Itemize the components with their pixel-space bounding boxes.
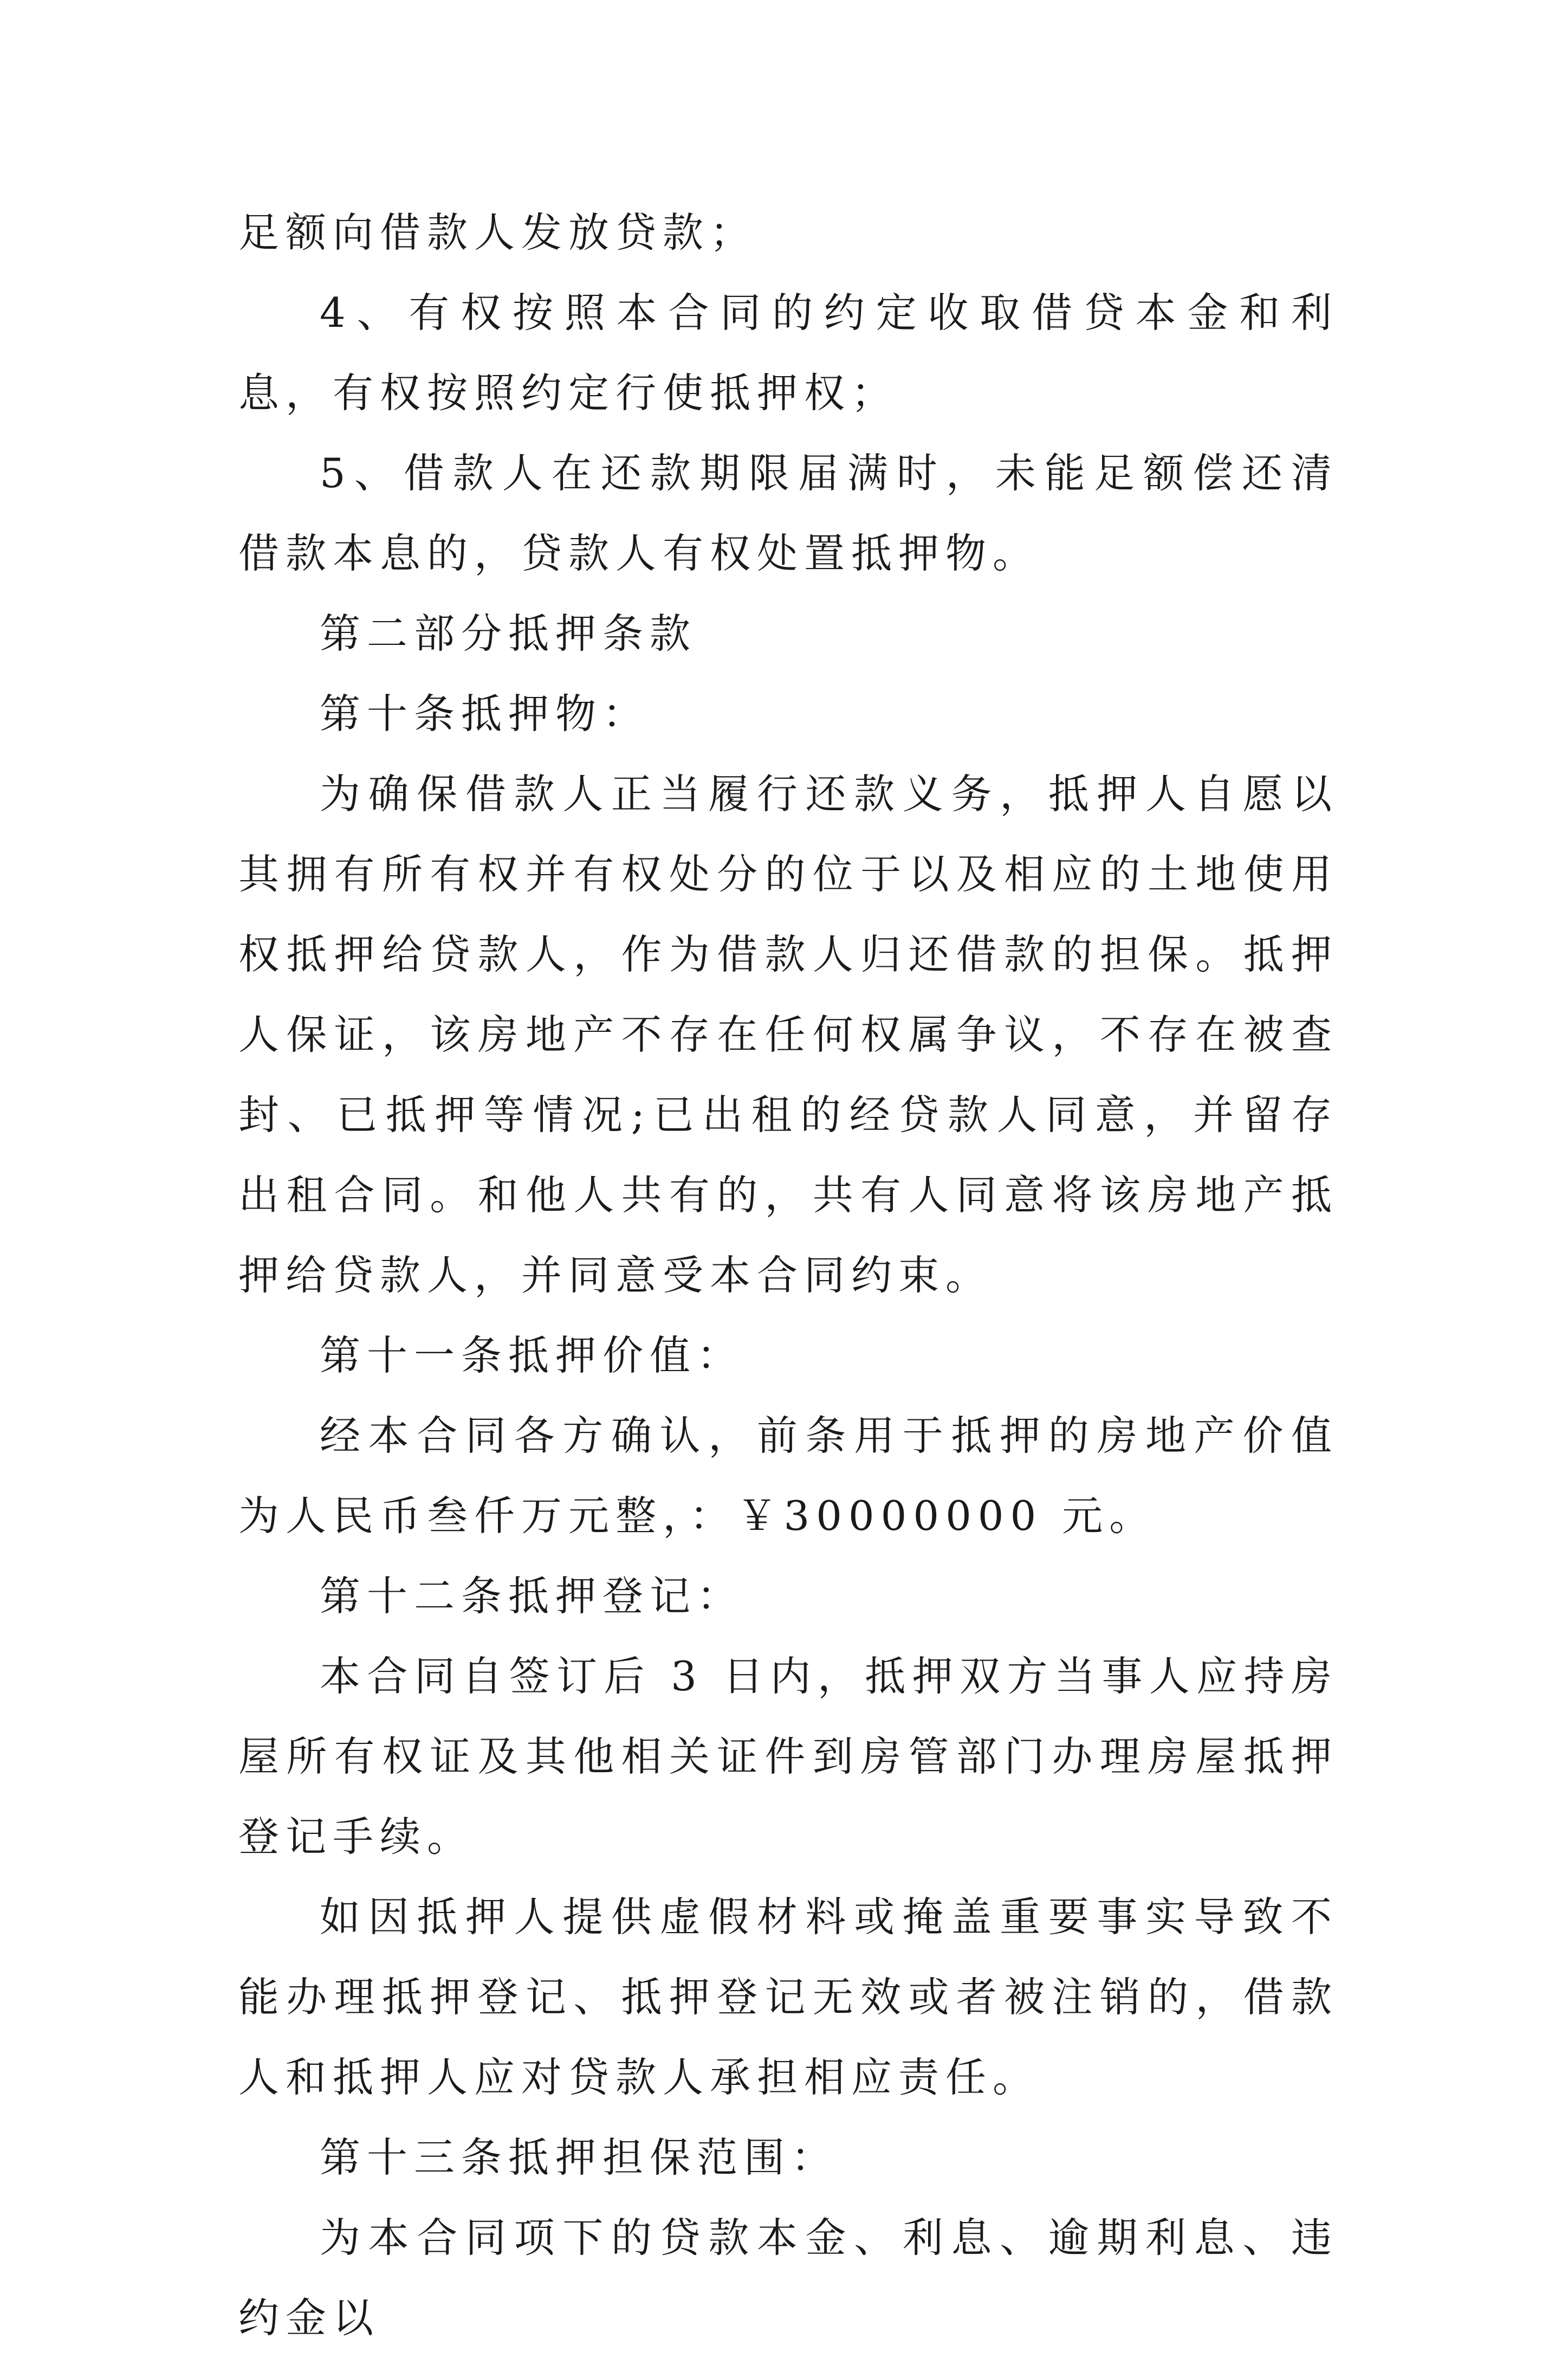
paragraph: 足额向借款人发放贷款； [238, 209, 757, 256]
paragraph: 如因抵押人提供虚假材料或掩盖重要事实导致不能办理抵押登记、抵押登记无效或者被注销的，借款人和抵押人应对贷款人承担相应责任。 [238, 1893, 1338, 2101]
clause-heading: 第十三条抵押担保范围： [320, 2134, 839, 2181]
paragraph: 4、有权按照本合同的约定收取借贷本金和利息，有权按照约定行使抵押权； [238, 289, 1338, 417]
paragraph: 为本合同项下的贷款本金、利息、逾期利息、违约金以 [238, 2214, 1338, 2342]
clause-heading: 第十二条抵押登记： [320, 1572, 744, 1620]
clause-heading: 第十条抵押物： [320, 690, 650, 738]
paragraph: 为确保借款人正当履行还款义务，抵押人自愿以其拥有所有权并有权处分的位于以及相应的土地使用权抵押给贷款人，作为借款人归还借款的担保。抵押人保证，该房地产不存在任何权属争议，不存在被查封、已抵押等情况;已出租的经贷款人同意，并留存出租合同。和他人共有的，共有人同意将该房地产抵押给贷款人，并同意受本合同约束。 [238, 770, 1338, 1299]
clause-heading: 第十一条抵押价值： [320, 1332, 744, 1379]
paragraph: 经本合同各方确认，前条用于抵押的房地产价值为人民币叁仟万元整，：￥30000000 元。 [238, 1412, 1338, 1540]
document-body [238, 192, 1338, 2358]
section-heading: 第二部分抵押条款 [320, 610, 697, 657]
paragraph: 5、借款人在还款期限届满时，未能足额偿还清借款本息的，贷款人有权处置抵押物。 [238, 449, 1338, 577]
paragraph: 本合同自签订后 3 日内，抵押双方当事人应持房屋所有权证及其他相关证件到房管部门办理房屋抵押登记手续。 [238, 1652, 1338, 1860]
